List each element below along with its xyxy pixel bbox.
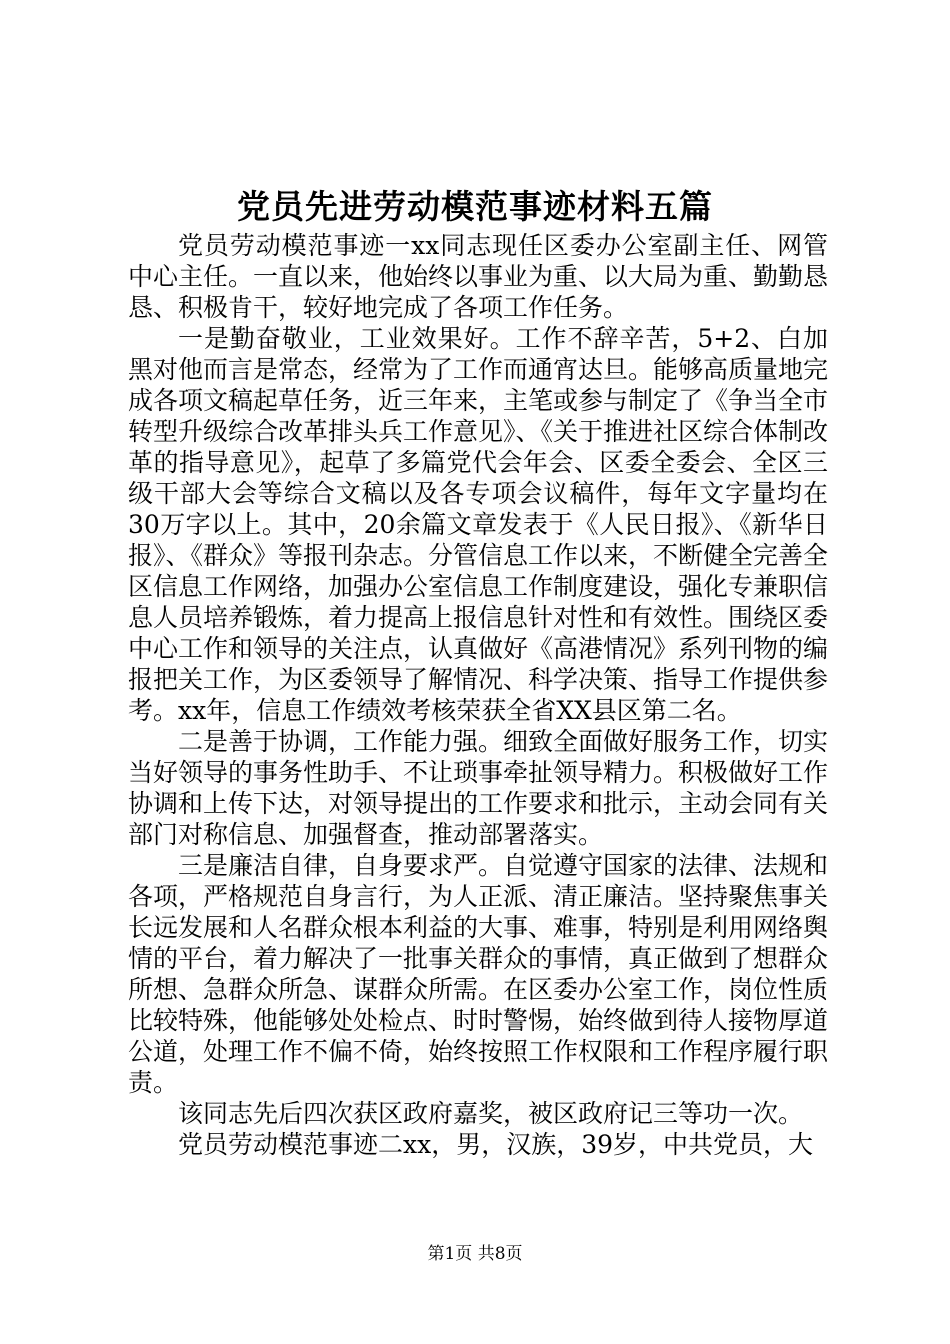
paragraph: 党员劳动模范事迹一xx同志现任区委办公室副主任、网管中心主任。一直以来，他始终以事业为重、以大局为重、勤勤恳恳、积极肯干，较好地完成了各项工作任务。 [128, 231, 829, 322]
paragraph: 该同志先后四次获区政府嘉奖，被区政府记三等功一次。 [178, 1099, 804, 1128]
document-body [128, 230, 828, 1160]
paragraph: 一是勤奋敬业，工业效果好。工作不辞辛苦，5+2、白加黑对他而言是常态，经常为了工作而通宵达旦。能够高质量地完成各项文稿起草任务，近三年来，主笔或参与制定了《争当全市转型升级综合改革排头兵工作意见》、《关于推进社区综合体制改革的指导意见》，起草了多篇党代会年会、区委全委会、全区三级干部大会等综合文稿以及各专项会议稿件，每年文字量均在30万字以上。其中，20余篇文章发表于《人民日报》、《新华日报》、《群众》等报刊杂志。分管信息工作以来，不断健全完善全区信息工作网络，加强办公室信息工作制度建设，强化专兼职信息人员培养锻炼，着力提高上报信息针对性和有效性。围绕区委中心工作和领导的关注点，认真做好《高港情况》系列刊物的编报把关工作，为区委领导了解情况、科学决策、指导工作提供参考。xx年，信息工作绩效考核荣获全省XX县区第二名。 [128, 324, 829, 725]
paragraph: 三是廉洁自律，自身要求严。自觉遵守国家的法律、法规和各项，严格规范自身言行，为人正派、清正廉洁。坚持聚焦事关长远发展和人名群众根本利益的大事、难事，特别是利用网络舆情的平台，着力解决了一批事关群众的事情，真正做到了想群众所想、急群众所急、谋群众所需。在区委办公室工作，岗位性质比较特殊，他能够处处检点、时时警惕，始终做到待人接物厚道公道，处理工作不偏不倚，始终按照工作权限和工作程序履行职责。 [128, 851, 829, 1097]
document-title: 党员先进劳动模范事迹材料五篇 [237, 187, 713, 226]
paragraph: 党员劳动模范事迹二xx，男，汉族，39岁，中共党员，大 [178, 1130, 814, 1159]
paragraph: 二是善于协调，工作能力强。细致全面做好服务工作，切实当好领导的事务性助手、不让琐事牵扯领导精力。积极做好工作协调和上传下达，对领导提出的工作要求和批示，主动会同有关部门对称信息、加强督查，推动部署落实。 [128, 727, 829, 849]
page-footer: 第1页 共8页 [427, 1244, 523, 1264]
